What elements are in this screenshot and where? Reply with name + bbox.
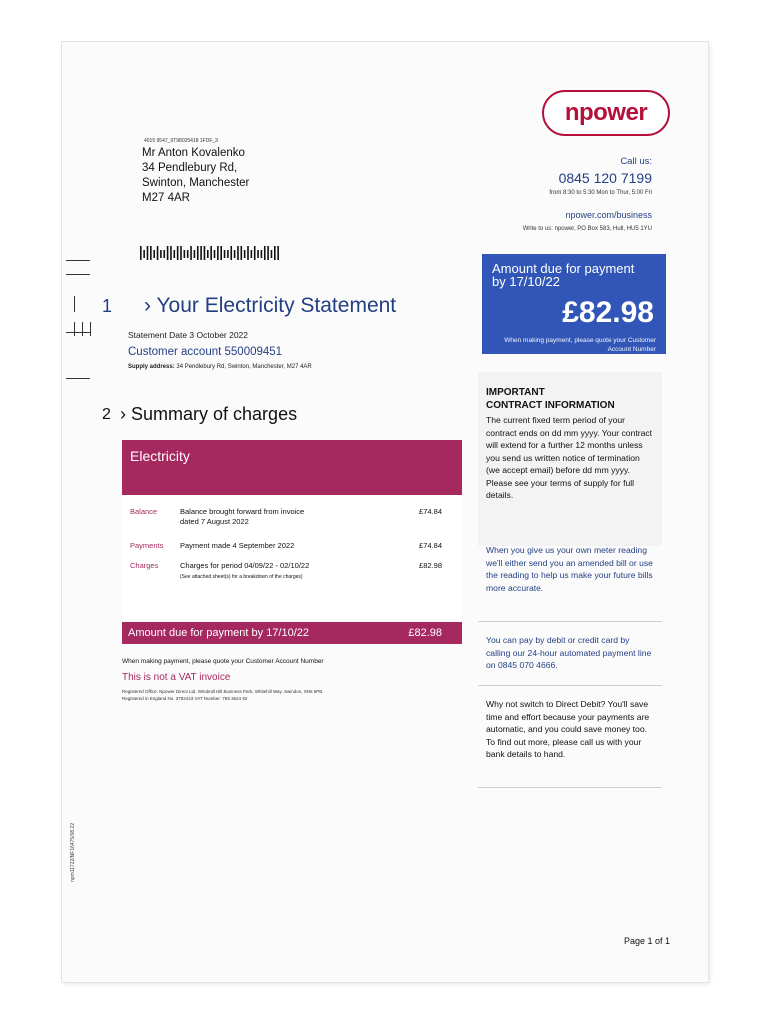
amount-due-label-line1: Amount due for payment [492,261,635,276]
fold-mark [66,332,90,333]
fold-mark [66,260,90,261]
row-value: £82.98 [419,561,442,570]
amount-due-value: £82.98 [562,296,654,329]
important-contract-box [478,372,662,546]
row-description [180,561,380,582]
postal-barcode [140,246,282,260]
meter-reading-text: When you give us your own meter reading we'll either send you an amended bill or use the reading to help us make your future bills more accurate. [486,545,653,593]
document-ref: npm11722/NF16475/08.22 [70,822,76,882]
mail-ref-code: 4015 9547_9T98025418 1FDF_3 [144,138,218,144]
chevron-right-icon: › [120,404,126,424]
page-number: Page 1 of 1 [623,936,670,946]
fold-mark [66,378,90,379]
amount-due-note: When making payment, please quote your Customer Account Number [504,337,656,353]
website-link[interactable]: npower.com/business [565,210,652,220]
section-1-title-text: Your Electricity Statement [156,294,397,317]
customer-account: Customer account 550009451 [128,346,283,358]
registered-office [122,688,402,702]
row-desc-line2: (See attached sheet(s) for a breakdown of the charges) [180,574,303,580]
row-label: Charges [130,561,159,570]
postal-address: Write to us: npower, PO Box 583, Hull, HU5 1YU [522,226,652,232]
row-desc-line1: Charges for period 04/09/22 - 02/10/22 [180,561,310,570]
punch-mark [74,322,75,336]
address-postcode: M27 4AR [142,192,190,204]
row-description [180,507,380,527]
statement-page [62,42,708,982]
section-2-number: 2 [102,406,111,423]
quote-account-note: When making payment, please quote your Customer Account Number [122,658,324,665]
address-line-1: 34 Pendlebury Rd, [142,162,238,174]
customer-name: Mr Anton Kovalenko [142,147,245,159]
supply-address-label: Supply address: [128,364,175,370]
section-1-number: 1 [102,296,113,316]
statement-date: Statement Date 3 October 2022 [128,330,249,340]
row-desc-line1: Balance brought forward from invoice [180,507,305,516]
punch-mark [82,322,83,336]
registered-line-2: Registered in England No. 3782443 VAT Number: 768 3624 92 [122,696,248,701]
section-1-title [144,294,396,318]
fold-mark [66,274,90,275]
divider [478,685,662,686]
section-2-title [120,404,297,425]
row-desc-line2: dated 7 August 2022 [180,517,249,526]
divider [478,621,662,622]
section-2-title-text: Summary of charges [131,404,298,424]
divider [478,787,662,788]
charges-table [122,495,462,619]
phone-number[interactable]: 0845 120 7199 [558,170,652,186]
direct-debit-text: Why not switch to Direct Debit? You'll save time and effort because your payments are automatic, and you could save money too. To find out more, please call us with your bank details to hand. [486,699,650,759]
npower-logo [542,90,670,136]
amount-due-label [492,262,634,288]
punch-mark [90,322,91,336]
row-label: Payments [130,541,164,550]
amount-due-bar-value: £82.98 [408,627,442,639]
amount-due-label-line2: by 17/10/22 [492,274,560,289]
meter-reading-info [478,544,662,610]
supply-address-value: 34 Pendlebury Rd, Swinton, Manchester, M27 4AR [176,364,312,370]
logo-text: npower [564,99,648,126]
row-value: £74.84 [419,541,442,550]
call-hours: from 8:30 to 5:30 Mon to Thur, 5:00 Fri [549,190,652,196]
vat-notice: This is not a VAT invoice [122,672,231,683]
important-title-line2: CONTRACT INFORMATION [486,400,615,411]
electricity-header [122,440,462,495]
important-title-line1: IMPORTANT [486,387,545,398]
electricity-header-label: Electricity [130,448,190,464]
amount-due-bar [122,622,462,644]
card-payment-info [478,634,662,684]
call-us-label: Call us: [620,156,652,167]
important-title [486,386,654,412]
row-description: Payment made 4 September 2022 [180,541,295,550]
card-payment-text: You can pay by debit or credit card by calling our 24-hour automated payment line on 0845 070 4666. [486,635,652,670]
direct-debit-info [478,698,662,786]
supply-address [128,364,312,370]
amount-due-box [482,254,666,354]
address-line-2: Swinton, Manchester [142,177,250,189]
amount-due-bar-label: Amount due for payment by 17/10/22 [128,627,310,639]
chevron-right-icon: › [144,294,151,317]
customer-address [142,146,249,206]
row-label: Balance [130,507,158,516]
punch-mark [74,296,75,312]
important-text: The current fixed term period of your contract ends on dd mm yyyy. Your contract will extend for a further 12 months unless you send us written notice of termination (we accept email) before dd mm yyyy. Please see your terms of supply for full details. [486,415,653,500]
row-value: £74.84 [419,507,442,516]
registered-line-1: Registered Office: Npower Direct Ltd. Windmill Hill Business Park, Whitehill Way, Swindon, SN5 6PB. [122,689,324,694]
